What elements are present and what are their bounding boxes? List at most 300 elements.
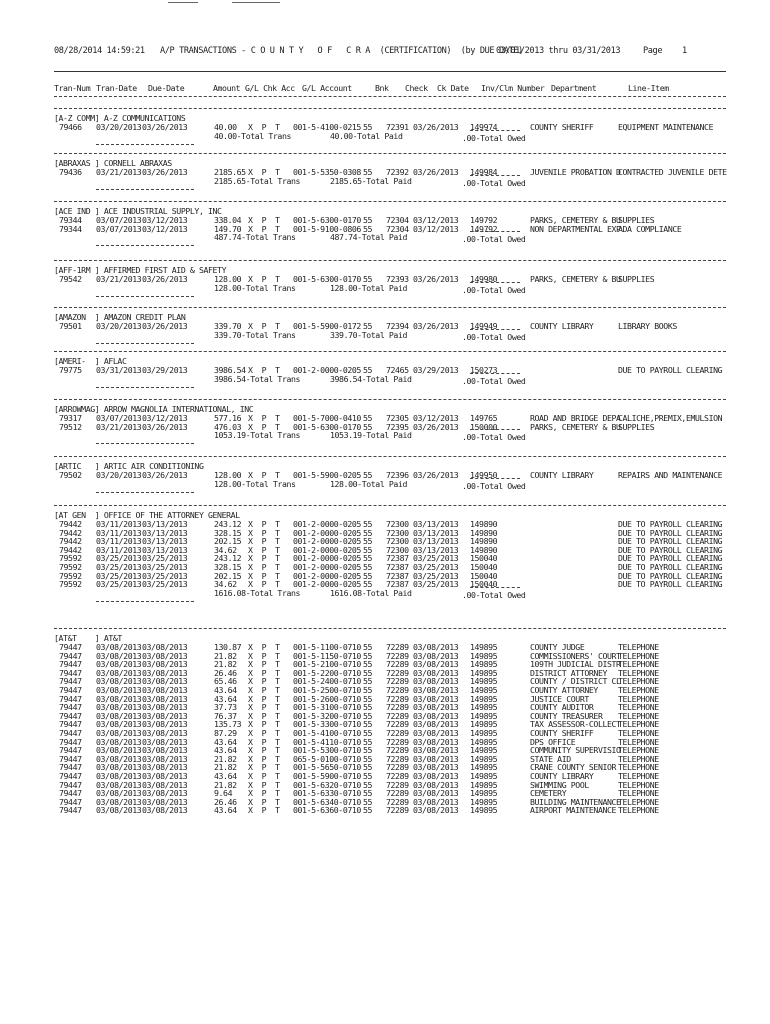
tran-num: 79592 [59, 562, 82, 572]
gl-flags: X P T [248, 650, 280, 661]
line-item: ADA COMPLIANCE [618, 223, 682, 234]
invoice-number: 150000 [470, 421, 498, 432]
total-paid: 3986.54-Total Paid [330, 373, 412, 384]
due-date: 03/13/2013 [142, 527, 188, 538]
top-mark [168, 2, 198, 3]
due-date: 03/12/2013 [142, 215, 188, 225]
vendor-name: [AMAZON ] AMAZON CREDIT PLAN [54, 312, 186, 322]
check-date: 03/29/2013 [413, 365, 459, 375]
tran-num: 79501 [59, 321, 82, 331]
line-item: TELEPHONE [618, 771, 659, 781]
line-item: TELEPHONE [618, 667, 659, 678]
department: TAX ASSESSOR-COLLECT [530, 719, 621, 730]
gl-account: 001-2-0000-0205 [293, 527, 361, 538]
check-number: 72289 [386, 745, 409, 756]
total-trans: 1616.08-Total Trans [214, 587, 301, 598]
totals-underline [96, 492, 194, 493]
check-date: 03/08/2013 [413, 659, 459, 670]
line-item: DUE TO PAYROLL CLEARING [618, 519, 723, 529]
amount: 43.64 [214, 805, 237, 816]
vendor-separator [54, 628, 726, 629]
gl-flags: X P T [248, 274, 280, 284]
check-date: 03/08/2013 [413, 753, 459, 764]
due-date: 03/08/2013 [142, 796, 188, 807]
gl-flags: X P T [248, 553, 280, 564]
gl-flags: X P T [248, 685, 280, 695]
department: 109TH JUDICIAL DISTR [530, 659, 621, 670]
gl-flags: X P T [248, 710, 280, 721]
gl-account: 001-5-3100-0710 [293, 702, 361, 713]
tran-num: 79542 [59, 274, 82, 284]
department: DISTRICT ATTORNEY [530, 667, 607, 678]
line-item: TELEPHONE [618, 659, 659, 670]
check-number: 72387 [386, 570, 409, 581]
amount: 202.15 [214, 536, 242, 547]
tran-num: 79447 [59, 710, 82, 721]
line-item: DUE TO PAYROLL CLEARING [618, 544, 723, 555]
bank-code: 55 [363, 659, 373, 670]
due-date: 03/25/2013 [142, 562, 188, 572]
bank-code: 55 [363, 553, 373, 564]
gl-account: 001-2-0000-0205 [293, 570, 361, 581]
tran-num: 79447 [59, 685, 82, 695]
department: PARKS, CEMETERY & BU [530, 274, 621, 284]
total-owed: .00-Total Owed [462, 432, 526, 443]
tran-date: 03/08/2013 [96, 762, 142, 773]
amount: 577.16 [214, 413, 242, 423]
check-number: 72289 [386, 728, 409, 738]
department: CEMETERY [530, 788, 567, 799]
gl-account: 001-2-0000-0205 [293, 544, 361, 555]
gl-flags: X P T [248, 570, 280, 581]
gl-flags: X P T [248, 788, 280, 799]
invoice-number: 150040 [470, 579, 498, 590]
tran-date: 03/08/2013 [96, 771, 142, 781]
line-item: TELEPHONE [618, 736, 659, 747]
gl-account: 001-5-5300-0710 [293, 745, 361, 756]
line-item: TELEPHONE [618, 788, 659, 799]
amount: 21.82 [214, 762, 237, 773]
tran-date: 03/08/2013 [96, 702, 142, 713]
vendor-name: [AMERI- ] AFLAC [54, 356, 127, 366]
vendor-name: [ABRAXAS ] CORNELL ABRAXAS [54, 158, 172, 168]
total-trans: 487.74-Total Trans [214, 232, 296, 243]
report-datetime: 08/28/2014 14:59:21 [54, 46, 145, 56]
check-date: 03/08/2013 [413, 805, 459, 816]
amount: 21.82 [214, 753, 237, 764]
col-header: Department [551, 83, 597, 93]
top-mark [232, 2, 280, 3]
bank-code: 55 [363, 536, 373, 547]
gl-flags: X P T [248, 779, 280, 790]
invoice-number: 149895 [470, 788, 498, 799]
check-number: 72289 [386, 693, 409, 704]
totals-underline [96, 144, 194, 145]
department: AIRPORT MAINTENANCE [530, 805, 617, 816]
report-date-range: 03/01/2013 thru 03/31/2013 [496, 46, 621, 56]
gl-flags: X P T [248, 642, 280, 652]
gl-flags: X P T [248, 562, 280, 572]
invoice-number: 149895 [470, 796, 498, 807]
total-owed: .00-Total Owed [462, 480, 526, 491]
gl-account: 001-5-5900-0172 [293, 321, 361, 331]
check-date: 03/08/2013 [413, 667, 459, 678]
vendor-name: [AFF-1RM ] AFFIRMED FIRST AID & SAFETY [54, 265, 227, 275]
check-number: 72289 [386, 702, 409, 713]
check-number: 72465 [386, 365, 409, 375]
col-header: Due-Date [148, 83, 185, 93]
line-item: TELEPHONE [618, 805, 659, 816]
bank-code: 55 [363, 421, 373, 432]
department: ROAD AND BRIDGE DEPA [530, 413, 621, 423]
bank-code: 55 [363, 788, 373, 799]
tran-date: 03/20/2013 [96, 321, 142, 331]
check-number: 72304 [386, 215, 409, 225]
gl-account: 065-5-0100-0710 [293, 753, 361, 764]
amount: 135.73 [214, 719, 242, 730]
owed-underline [470, 329, 520, 330]
gl-flags: X P T [248, 167, 280, 177]
tran-date: 03/21/2013 [96, 421, 142, 432]
check-date: 03/13/2013 [413, 544, 459, 555]
gl-flags: X P T [248, 796, 280, 807]
line-item: TELEPHONE [618, 642, 659, 652]
tran-date: 03/08/2013 [96, 779, 142, 790]
check-date: 03/08/2013 [413, 745, 459, 756]
check-number: 72289 [386, 659, 409, 670]
header-rule [54, 71, 726, 72]
department: COUNTY ATTORNEY [530, 685, 598, 695]
gl-flags: X P T [248, 122, 280, 132]
check-date: 03/26/2013 [413, 274, 459, 284]
tran-num: 79447 [59, 650, 82, 661]
check-number: 72289 [386, 788, 409, 799]
check-date: 03/08/2013 [413, 728, 459, 738]
gl-account: 001-5-6330-0710 [293, 788, 361, 799]
totals-underline [96, 443, 194, 444]
gl-account: 001-2-0000-0205 [293, 519, 361, 529]
line-item: DUE TO PAYROLL CLEARING [618, 527, 723, 538]
totals-underline [96, 245, 194, 246]
amount: 87.29 [214, 728, 237, 738]
department: STATE AID [530, 753, 571, 764]
tran-num: 79447 [59, 702, 82, 713]
report-title: A/P TRANSACTIONS - C O U N T Y O F C R A (CERTIFICATION) (by DUE DATE) [160, 46, 523, 56]
owed-underline [470, 175, 520, 176]
department: COUNTY / DISTRICT CL [530, 676, 621, 687]
invoice-number: 149895 [470, 736, 498, 747]
tran-num: 79512 [59, 421, 82, 432]
check-number: 72300 [386, 544, 409, 555]
gl-account: 001-5-2600-0710 [293, 693, 361, 704]
amount: 34.62 [214, 579, 237, 590]
tran-date: 03/08/2013 [96, 796, 142, 807]
vendor-name: [A-Z COMM] A-Z COMMUNICATIONS [54, 113, 186, 123]
tran-num: 79447 [59, 745, 82, 756]
bank-code: 55 [363, 685, 373, 695]
tran-date: 03/20/2013 [96, 470, 142, 480]
bank-code: 55 [363, 579, 373, 590]
department: COUNTY SHERIFF [530, 122, 594, 132]
total-owed: .00-Total Owed [462, 177, 526, 188]
total-paid: 1616.08-Total Paid [330, 587, 412, 598]
col-header: Ck Date [437, 83, 469, 93]
bank-code: 55 [363, 274, 373, 284]
col-header: Tran-Num [54, 83, 91, 93]
bank-code: 55 [363, 667, 373, 678]
check-date: 03/26/2013 [413, 321, 459, 331]
gl-flags: X P T [248, 413, 280, 423]
department: COMMUNITY SUPERVISIO [530, 745, 621, 756]
check-date: 03/25/2013 [413, 570, 459, 581]
gl-flags: X P T [248, 728, 280, 738]
line-item: TELEPHONE [618, 676, 659, 687]
check-number: 72289 [386, 667, 409, 678]
amount: 2185.65 [214, 167, 246, 177]
invoice-number: 149895 [470, 762, 498, 773]
check-date: 03/08/2013 [413, 796, 459, 807]
vendor-name: [ARROWMAG] ARROW MAGNOLIA INTERNATIONAL, INC [54, 404, 254, 414]
owed-underline [470, 429, 520, 430]
invoice-number: 150040 [470, 570, 498, 581]
check-date: 03/25/2013 [413, 553, 459, 564]
department: COUNTY AUDITOR [530, 702, 594, 713]
col-header: Check [405, 83, 428, 93]
amount: 43.64 [214, 693, 237, 704]
check-number: 72300 [386, 536, 409, 547]
check-number: 72300 [386, 519, 409, 529]
amount: 43.64 [214, 685, 237, 695]
tran-date: 03/07/2013 [96, 223, 142, 234]
totals-underline [96, 387, 194, 388]
due-date: 03/13/2013 [142, 519, 188, 529]
tran-date: 03/08/2013 [96, 642, 142, 652]
gl-flags: X P T [248, 579, 280, 590]
bank-code: 55 [363, 413, 373, 423]
amount: 43.64 [214, 771, 237, 781]
amount: 43.64 [214, 736, 237, 747]
department: JUSTICE COURT [530, 693, 589, 704]
bank-code: 55 [363, 702, 373, 713]
tran-date: 03/11/2013 [96, 536, 142, 547]
vendor-separator [54, 108, 726, 109]
amount: 21.82 [214, 779, 237, 790]
check-number: 72393 [386, 274, 409, 284]
invoice-number: 149895 [470, 676, 498, 687]
line-item: TELEPHONE [618, 728, 659, 738]
total-trans: 128.00-Total Trans [214, 282, 296, 293]
total-owed: .00-Total Owed [462, 375, 526, 386]
tran-date: 03/21/2013 [96, 167, 142, 177]
invoice-number: 149950 [470, 470, 498, 480]
check-number: 72289 [386, 719, 409, 730]
due-date: 03/08/2013 [142, 762, 188, 773]
total-trans: 128.00-Total Trans [214, 478, 296, 489]
col-header: G/L Account [302, 83, 352, 93]
line-item: TELEPHONE [618, 710, 659, 721]
vendor-name: [ACE IND ] ACE INDUSTRIAL SUPPLY, INC [54, 206, 222, 216]
total-owed: .00-Total Owed [462, 132, 526, 143]
line-item: SUPPLIES [618, 274, 655, 284]
check-date: 03/13/2013 [413, 519, 459, 529]
invoice-number: 149895 [470, 667, 498, 678]
owed-underline [470, 130, 520, 131]
tran-date: 03/08/2013 [96, 685, 142, 695]
department: COUNTY SHERIFF [530, 728, 594, 738]
tran-date: 03/08/2013 [96, 728, 142, 738]
bank-code: 55 [363, 562, 373, 572]
bank-code: 55 [363, 544, 373, 555]
department: COUNTY LIBRARY [530, 470, 594, 480]
due-date: 03/26/2013 [142, 122, 188, 132]
tran-date: 03/08/2013 [96, 719, 142, 730]
check-number: 72392 [386, 167, 409, 177]
check-date: 03/08/2013 [413, 710, 459, 721]
tran-num: 79775 [59, 365, 82, 375]
invoice-number: 149890 [470, 519, 498, 529]
tran-num: 79447 [59, 728, 82, 738]
invoice-number: 149895 [470, 693, 498, 704]
line-item: LIBRARY BOOKS [618, 321, 677, 331]
gl-account: 001-5-6300-0170 [293, 421, 361, 432]
total-trans: 3986.54-Total Trans [214, 373, 301, 384]
total-owed: .00-Total Owed [462, 284, 526, 295]
line-item: TELEPHONE [618, 693, 659, 704]
tran-date: 03/08/2013 [96, 788, 142, 799]
due-date: 03/26/2013 [142, 321, 188, 331]
gl-flags: X P T [248, 470, 280, 480]
check-date: 03/08/2013 [413, 676, 459, 687]
vendor-separator [54, 351, 726, 352]
amount: 43.64 [214, 745, 237, 756]
tran-date: 03/08/2013 [96, 659, 142, 670]
tran-num: 79447 [59, 762, 82, 773]
check-number: 72289 [386, 685, 409, 695]
invoice-number: 149890 [470, 544, 498, 555]
due-date: 03/12/2013 [142, 413, 188, 423]
gl-account: 001-5-7000-0410 [293, 413, 361, 423]
tran-num: 79447 [59, 779, 82, 790]
check-date: 03/08/2013 [413, 788, 459, 799]
invoice-number: 149765 [470, 413, 498, 423]
line-item: DUE TO PAYROLL CLEARING [618, 365, 723, 375]
gl-account: 001-5-5900-0205 [293, 470, 361, 480]
bank-code: 55 [363, 728, 373, 738]
check-date: 03/08/2013 [413, 685, 459, 695]
owed-underline [470, 282, 520, 283]
gl-account: 001-5-5350-0308 [293, 167, 361, 177]
total-paid: 2185.65-Total Paid [330, 175, 412, 186]
tran-date: 03/08/2013 [96, 650, 142, 661]
due-date: 03/25/2013 [142, 570, 188, 581]
gl-account: 001-5-2400-0710 [293, 676, 361, 687]
line-item: DUE TO PAYROLL CLEARING [618, 536, 723, 547]
col-header: Bnk [375, 83, 389, 93]
check-date: 03/12/2013 [413, 413, 459, 423]
amount: 128.00 [214, 470, 242, 480]
amount: 130.87 [214, 642, 242, 652]
vendor-separator [54, 307, 726, 308]
tran-num: 79442 [59, 544, 82, 555]
bank-code: 55 [363, 321, 373, 331]
total-trans: 1053.19-Total Trans [214, 430, 301, 441]
amount: 328.15 [214, 527, 242, 538]
col-header: Inv/Clm Number [481, 83, 545, 93]
vendor-separator [54, 399, 726, 400]
gl-flags: X P T [248, 667, 280, 678]
due-date: 03/08/2013 [142, 788, 188, 799]
invoice-number: 149974 [470, 122, 498, 132]
tran-date: 03/25/2013 [96, 579, 142, 590]
bank-code: 55 [363, 676, 373, 687]
tran-num: 79344 [59, 215, 82, 225]
check-date: 03/08/2013 [413, 762, 459, 773]
gl-account: 001-2-0000-0205 [293, 579, 361, 590]
gl-account: 001-5-5900-0710 [293, 771, 361, 781]
due-date: 03/13/2013 [142, 536, 188, 547]
total-trans: 2185.65-Total Trans [214, 175, 301, 186]
tran-date: 03/11/2013 [96, 544, 142, 555]
gl-flags: X P T [248, 527, 280, 538]
amount: 65.46 [214, 676, 237, 687]
total-paid: 128.00-Total Paid [330, 478, 407, 489]
gl-account: 001-5-1100-0710 [293, 642, 361, 652]
tran-date: 03/08/2013 [96, 676, 142, 687]
bank-code: 55 [363, 167, 373, 177]
department: JUVENILE PROBATION D [530, 167, 621, 177]
invoice-number: 149895 [470, 710, 498, 721]
check-number: 72289 [386, 650, 409, 661]
invoice-number: 149895 [470, 779, 498, 790]
tran-date: 03/08/2013 [96, 736, 142, 747]
total-paid: 40.00-Total Paid [330, 130, 403, 141]
gl-account: 001-5-9100-0806 [293, 223, 361, 234]
due-date: 03/08/2013 [142, 667, 188, 678]
totals-underline [96, 189, 194, 190]
tran-date: 03/08/2013 [96, 745, 142, 756]
tran-num: 79317 [59, 413, 82, 423]
bank-code: 55 [363, 719, 373, 730]
invoice-number: 149984 [470, 167, 498, 177]
tran-date: 03/08/2013 [96, 805, 142, 816]
line-item: SUPPLIES [618, 421, 655, 432]
check-number: 72396 [386, 470, 409, 480]
due-date: 03/08/2013 [142, 650, 188, 661]
invoice-number: 149895 [470, 650, 498, 661]
owed-underline [470, 373, 520, 374]
amount: 3986.54 [214, 365, 246, 375]
total-paid: 128.00-Total Paid [330, 282, 407, 293]
due-date: 03/08/2013 [142, 805, 188, 816]
tran-num: 79592 [59, 570, 82, 581]
totals-underline [96, 296, 194, 297]
vendor-separator [54, 153, 726, 154]
tran-num: 79344 [59, 223, 82, 234]
amount: 21.82 [214, 659, 237, 670]
bank-code: 55 [363, 223, 373, 234]
department: SWIMMING POOL [530, 779, 589, 790]
tran-num: 79436 [59, 167, 82, 177]
amount: 328.15 [214, 562, 242, 572]
gl-account: 001-5-2500-0710 [293, 685, 361, 695]
tran-date: 03/11/2013 [96, 527, 142, 538]
vendor-separator [54, 456, 726, 457]
department: COMMISSIONERS' COURT [530, 650, 621, 661]
check-number: 72289 [386, 796, 409, 807]
amount: 26.46 [214, 796, 237, 807]
check-date: 03/08/2013 [413, 642, 459, 652]
gl-account: 001-2-0000-0205 [293, 553, 361, 564]
